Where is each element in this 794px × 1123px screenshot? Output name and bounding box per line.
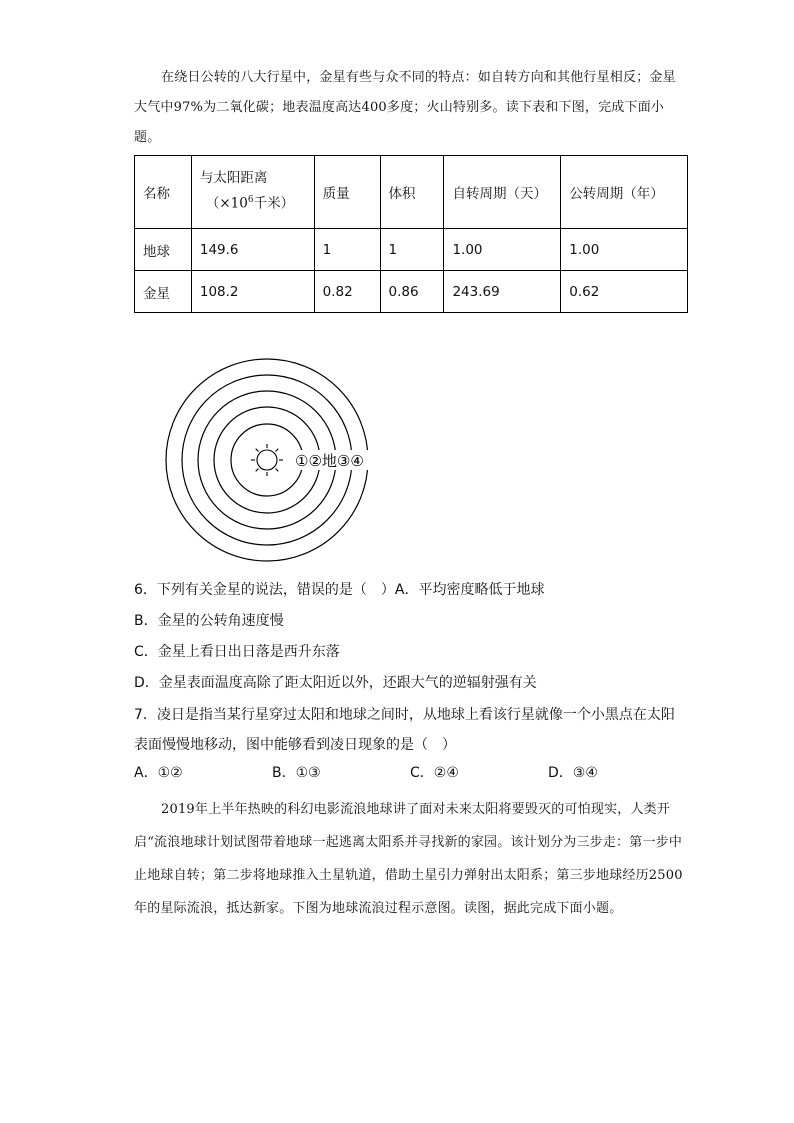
question-7-stem: 7．凌日是指当某行星穿过太阳和地球之间时，从地球上看该行星就像一个小黑点在太阳表面慢慢地移动，图中能够看到凌日现象的是（ ） xyxy=(134,707,675,753)
question-7-option-a: A．①② xyxy=(134,765,183,781)
cell-revolution: 0.62 xyxy=(561,271,688,313)
cell-volume: 0.86 xyxy=(380,271,444,313)
table-row xyxy=(135,271,688,313)
cell-distance: 149.6 xyxy=(191,229,314,271)
header-revolution: 公转周期（年） xyxy=(561,156,688,229)
header-volume: 体积 xyxy=(380,156,444,229)
header-distance xyxy=(191,156,314,229)
orbit-labels: ①②地③④ xyxy=(295,452,364,470)
cell-rotation: 243.69 xyxy=(444,271,561,313)
cell-distance: 108.2 xyxy=(191,271,314,313)
intro-paragraph-wandering-earth: 2019年上半年热映的科幻电影流浪地球讲了面对未来太阳将要毁灭的可怕现实，人类开启“流浪地球计划试图带着地球一起逃离太阳系并寻找新的家园。该计划分为三步走：第一步中止地球自转；第二步将地球推入土星轨道，借助土星引力弹射出太阳系；第三步地球经历2500年的星际流浪，抵达新家。下图为地球流浪过程示意图。读图，据此完成下面小题。 xyxy=(134,802,683,916)
cell-name: 金星 xyxy=(135,271,192,313)
header-mass: 质量 xyxy=(314,156,380,229)
cell-mass: 0.82 xyxy=(314,271,380,313)
cell-rotation: 1.00 xyxy=(444,229,561,271)
question-6-option-c: C．金星上看日出日落是西升东落 xyxy=(134,644,340,660)
solar-orbit-diagram xyxy=(160,356,380,566)
cell-name: 地球 xyxy=(135,229,192,271)
table-header-row xyxy=(135,156,688,229)
question-7-option-d: D．③④ xyxy=(548,765,598,781)
planet-data-table xyxy=(134,155,688,313)
cell-volume: 1 xyxy=(380,229,444,271)
cell-mass: 1 xyxy=(314,229,380,271)
question-6-stem: 6．下列有关金星的说法，错误的是（ ）A．平均密度略低于地球 xyxy=(134,582,545,598)
question-7-option-c: C．②④ xyxy=(410,765,459,781)
question-6-option-d: D．金星表面温度高除了距太阳近以外，还跟大气的逆辐射强有关 xyxy=(134,675,537,691)
intro-paragraph-venus: 在绕日公转的八大行星中，金星有些与众不同的特点：如自转方向和其他行星相反；金星大气中97%为二氧化碳；地表温度高达400多度；火山特别多。读下表和下图，完成下面小题。 xyxy=(134,70,676,145)
header-name: 名称 xyxy=(135,156,192,229)
header-rotation: 自转周期（天） xyxy=(444,156,561,229)
question-6-option-b: B．金星的公转角速度慢 xyxy=(134,613,284,629)
header-distance-unit: （$\times 10^6$千米） xyxy=(205,195,295,212)
table-row xyxy=(135,229,688,271)
sun-icon xyxy=(251,444,283,476)
cell-revolution: 1.00 xyxy=(561,229,688,271)
header-distance-line1: 与太阳距离 xyxy=(199,170,268,187)
question-7-options xyxy=(134,762,694,788)
question-7-option-b: B．①③ xyxy=(272,765,321,781)
